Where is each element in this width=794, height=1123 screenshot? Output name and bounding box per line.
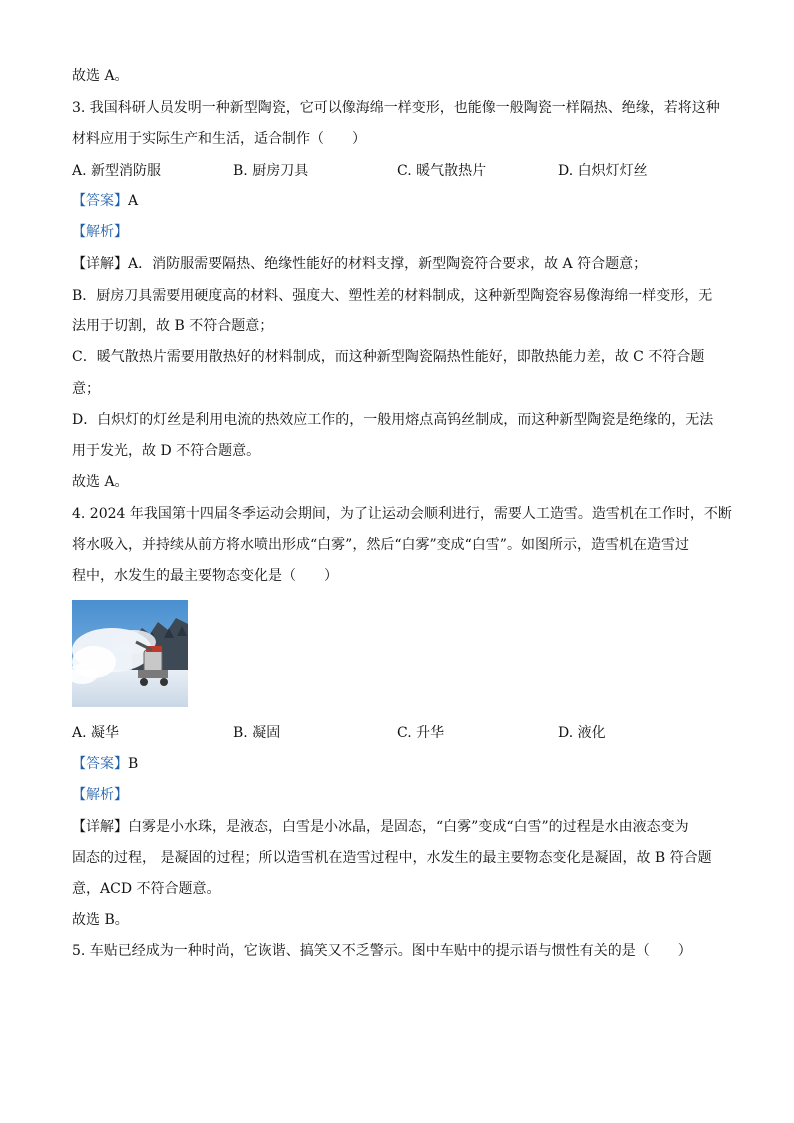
answer-label: 【答案】 (72, 193, 128, 209)
q4-option-a: A. 凝华 (72, 725, 120, 741)
q3-conclusion: 故选 A。 (72, 474, 129, 490)
q4-stem-line2: 将水吸入，并持续从前方将水喷出形成“白雾”，然后“白雾”变成“白雪”。如图所示，造雪机在造雪过 (72, 537, 689, 553)
detail-label: 【详解】 (72, 256, 128, 272)
q4-conclusion: 故选 B。 (72, 912, 129, 928)
q4-analysis-label: 【解析】 (72, 787, 128, 803)
q3-option-a: A. 新型消防服 (72, 163, 162, 179)
q3-detail-line4: C．暖气散热片需要用散热好的材料制成，而这种新型陶瓷隔热性能好，即散热能力差，故 C 不符合题 (72, 349, 705, 365)
prev-conclusion: 故选 A。 (72, 68, 129, 84)
snow-machine-photo (72, 600, 188, 707)
q3-detail-line7: 用于发光，故 D 不符合题意。 (72, 443, 261, 459)
q5-stem: 5. 车贴已经成为一种时尚，它诙谐、搞笑又不乏警示。图中车贴中的提示语与惯性有关的是（ ） (72, 943, 692, 959)
q4-detail-line2: 固态的过程， 是凝固的过程；所以造雪机在造雪过程中，水发生的最主要物态变化是凝固，故 B 符合题 (72, 850, 712, 866)
q4-stem-line3: 程中，水发生的最主要物态变化是（ ） (72, 568, 338, 584)
q3-stem-line1: 3. 我国科研人员发明一种新型陶瓷，它可以像海绵一样变形，也能像一般陶瓷一样隔热、绝缘，若将这种 (72, 100, 720, 116)
detail-text: 白雾是小水珠，是液态，白雪是小冰晶，是固态，“白雾”变成“白雪”的过程是水由液态变为 (128, 819, 689, 835)
q4-detail-line1 (72, 817, 689, 837)
q4-option-c: C. 升华 (397, 725, 445, 741)
detail-text: A．消防服需要隔热、绝缘性能好的材料支撑，新型陶瓷符合要求，故 A 符合题意； (128, 256, 648, 272)
q4-option-d: D. 液化 (558, 725, 606, 741)
answer-value: B (128, 756, 139, 772)
q3-detail-line2: B．厨房刀具需要用硬度高的材料、强度大、塑性差的材料制成，这种新型陶瓷容易像海绵一样变形，无 (72, 288, 713, 304)
q4-answer (72, 754, 138, 774)
q3-detail-line1 (72, 254, 647, 274)
q3-option-c: C. 暖气散热片 (397, 163, 487, 179)
q4-option-b: B. 凝固 (233, 725, 281, 741)
q3-answer (72, 191, 138, 211)
q4-stem-line1: 4. 2024 年我国第十四届冬季运动会期间，为了让运动会顺利进行，需要人工造雪。造雪机在工作时，不断 (72, 506, 732, 522)
q3-detail-line3: 法用于切割，故 B 不符合题意； (72, 318, 274, 334)
q3-analysis-label: 【解析】 (72, 224, 128, 240)
q3-stem-line2: 材料应用于实际生产和生活，适合制作（ ） (72, 131, 366, 147)
q4-detail-line3: 意，ACD 不符合题意。 (72, 881, 221, 897)
answer-label: 【答案】 (72, 756, 128, 772)
q3-detail-line6: D．白炽灯的灯丝是利用电流的热效应工作的，一般用熔点高钨丝制成，而这种新型陶瓷是绝缘的，无法 (72, 412, 714, 428)
answer-value: A (128, 193, 139, 209)
detail-label: 【详解】 (72, 819, 128, 835)
q3-option-d: D. 白炽灯灯丝 (558, 163, 648, 179)
q3-option-b: B. 厨房刀具 (233, 163, 309, 179)
q3-detail-line5: 意； (72, 381, 100, 397)
